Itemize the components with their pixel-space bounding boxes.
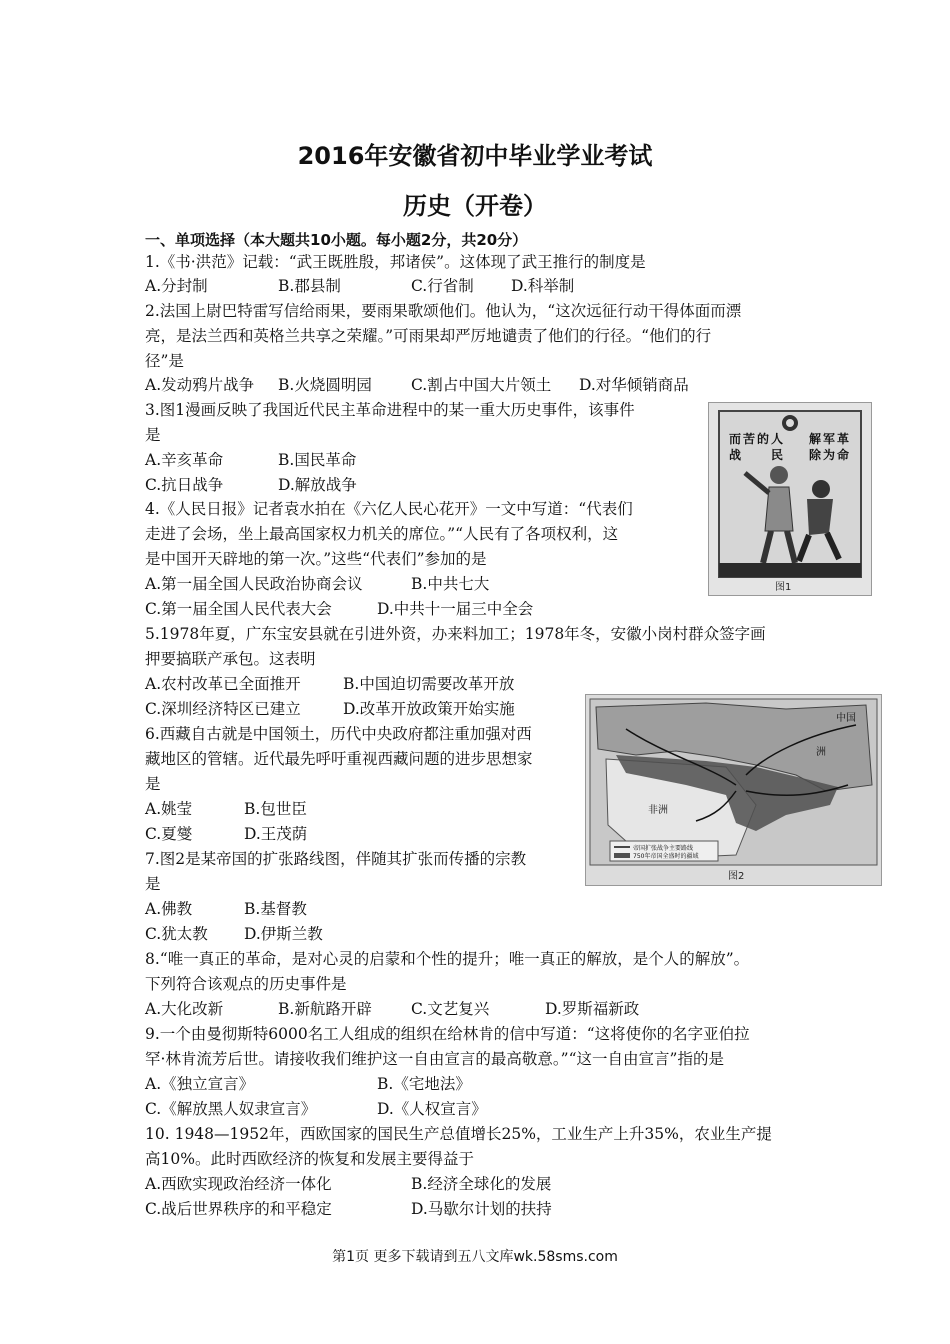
option: A.分封制 [145, 277, 208, 295]
option: C.割占中国大片领土 [411, 376, 552, 394]
question-6-stem: 6.西藏自古就是中国领土，历代中央政府都注重加强对西 [145, 725, 532, 743]
option: D.马歇尔计划的扶持 [411, 1200, 552, 1218]
exam-title: 2016年安徽省初中毕业学业考试 [297, 142, 653, 170]
question-5-stem: 押要搞联产承包。这表明 [145, 650, 316, 668]
option: A.《独立宣言》 [145, 1075, 255, 1093]
option: C.第一届全国人民代表大会 [145, 600, 332, 618]
option: A.佛教 [145, 900, 193, 918]
option: A.姚莹 [145, 800, 193, 818]
section-heading: 一、单项选择（本大题共10小题。每小题2分，共20分） [145, 231, 528, 249]
poster-char: 为 [823, 448, 836, 462]
option: C.抗日战争 [145, 476, 224, 494]
question-2-stem: 亮，是法兰西和英格兰共享之荣耀。”可雨果却严厉地谴责了他们的行径。“他们的行 [145, 327, 712, 345]
poster-char: 的 [757, 432, 770, 446]
question-10-stem: 高10%。此时西欧经济的恢复和发展主要得益于 [145, 1150, 474, 1168]
expansion-map [586, 695, 881, 885]
option: C.文艺复兴 [411, 1000, 490, 1018]
poster-char: 除 [809, 448, 822, 462]
poster-char: 命 [837, 448, 850, 462]
page-footer: 第1页 更多下载请到五八文库wk.58sms.com [332, 1249, 618, 1265]
option: D.罗斯福新政 [545, 1000, 640, 1018]
option: B.基督教 [244, 900, 307, 918]
figure-1-cartoon [708, 402, 872, 596]
option: D.科举制 [511, 277, 575, 295]
poster-char: 而 [729, 432, 742, 446]
option: D.伊斯兰教 [244, 925, 323, 943]
option: B.中国迫切需要改革开放 [343, 675, 515, 693]
question-8-stem: 下列符合该观点的历史事件是 [145, 975, 347, 993]
option: B.包世臣 [244, 800, 307, 818]
option: C.夏燮 [145, 825, 193, 843]
map-label-china: 中国 [836, 713, 856, 724]
question-2-stem: 径”是 [145, 352, 184, 370]
option: D.改革开放政策开始实施 [343, 700, 515, 718]
question-2-stem: 2.法国上尉巴特雷写信给雨果，要雨果歌颂他们。他认为，“这次远征行动干得体面而漂 [145, 302, 742, 320]
exam-subtitle: 历史（开卷） [403, 192, 547, 220]
question-8-stem: 8.“唯一真正的革命，是对心灵的启蒙和个性的提升；唯一真正的解放，是个人的解放”。 [145, 950, 750, 968]
poster-char: 民 [771, 448, 784, 462]
map-label-zhou: 洲 [816, 747, 826, 758]
option: B.火烧圆明园 [278, 376, 372, 394]
question-7-stem: 7.图2是某帝国的扩张路线图，伴随其扩张而传播的宗教 [145, 850, 527, 868]
option: D.对华倾销商品 [579, 376, 689, 394]
figure-1-caption: 图1 [775, 582, 792, 593]
option: A.大化改新 [145, 1000, 224, 1018]
option: B.经济全球化的发展 [411, 1175, 552, 1193]
poster-char: 苦 [743, 432, 756, 446]
option: B.新航路开辟 [278, 1000, 372, 1018]
question-3-stem: 是 [145, 426, 161, 444]
figure-2-map [585, 694, 882, 886]
option: C.《解放黑人奴隶宣言》 [145, 1100, 317, 1118]
poster-char: 战 [729, 448, 742, 462]
option: D.王茂荫 [244, 825, 308, 843]
option: D.《人权宣言》 [377, 1100, 487, 1118]
map-label-africa: 非洲 [648, 805, 668, 816]
option: B.郡县制 [278, 277, 341, 295]
map-legend-item: 帝国扩张战争主要路线 [633, 845, 694, 852]
poster-char: 人 [771, 432, 784, 446]
question-9-stem: 9.一个由曼彻斯特6000名工人组成的组织在给林肯的信中写道：“这将使你的名字亚伯拉 [145, 1025, 750, 1043]
poster-char: 革 [837, 432, 850, 446]
option: A.西欧实现政治经济一体化 [145, 1175, 332, 1193]
question-3-stem: 3.图1漫画反映了我国近代民主革命进程中的某一重大历史事件，该事件 [145, 401, 635, 419]
option: C.行省制 [411, 277, 474, 295]
option: C.犹太教 [145, 925, 208, 943]
question-10-stem: 10. 1948—1952年，西欧国家的国民生产总值增长25%，工业生产上升35%，农业生产提 [145, 1125, 772, 1143]
question-5-stem: 5.1978年夏，广东宝安县就在引进外资，办来料加工；1978年冬，安徽小岗村群众签字画 [145, 625, 766, 643]
question-6-stem: 是 [145, 775, 161, 793]
option: B.《宅地法》 [377, 1075, 471, 1093]
option: A.发动鸦片战争 [145, 376, 255, 394]
question-4-stem: 是中国开天辟地的第一次。”这些“代表们”参加的是 [145, 550, 487, 568]
poster-char: 解 [809, 432, 822, 446]
cartoon-illustration [709, 403, 871, 595]
question-6-stem: 藏地区的管辖。近代最先呼吁重视西藏问题的进步思想家 [145, 750, 533, 768]
option: C.战后世界秩序的和平稳定 [145, 1200, 332, 1218]
option: A.辛亥革命 [145, 451, 224, 469]
poster-char: 军 [823, 432, 836, 446]
question-7-stem: 是 [145, 875, 161, 893]
option: D.中共十一届三中全会 [377, 600, 534, 618]
question-9-stem: 罕·林肯流芳后世。请接收我们维护这一自由宣言的最高敬意。”“这一自由宣言”指的是 [145, 1050, 724, 1068]
question-4-stem: 4.《人民日报》记者袁水拍在《六亿人民心花开》一文中写道：“代表们 [145, 500, 633, 518]
question-1-stem: 1.《书·洪范》记载：“武王既胜殷，邦诸侯”。这体现了武王推行的制度是 [145, 253, 646, 271]
option: A.第一届全国人民政治协商会议 [145, 575, 363, 593]
option: B.中共七大 [411, 575, 490, 593]
option: B.国民革命 [278, 451, 357, 469]
map-legend-item: 750年帝国全盛时的疆域 [633, 853, 699, 860]
option: D.解放战争 [278, 476, 357, 494]
option: C.深圳经济特区已建立 [145, 700, 301, 718]
figure-2-caption: 图2 [728, 871, 745, 882]
option: A.农村改革已全面推开 [145, 675, 301, 693]
question-4-stem: 走进了会场，坐上最高国家权力机关的席位。”“人民有了各项权利，这 [145, 525, 619, 543]
